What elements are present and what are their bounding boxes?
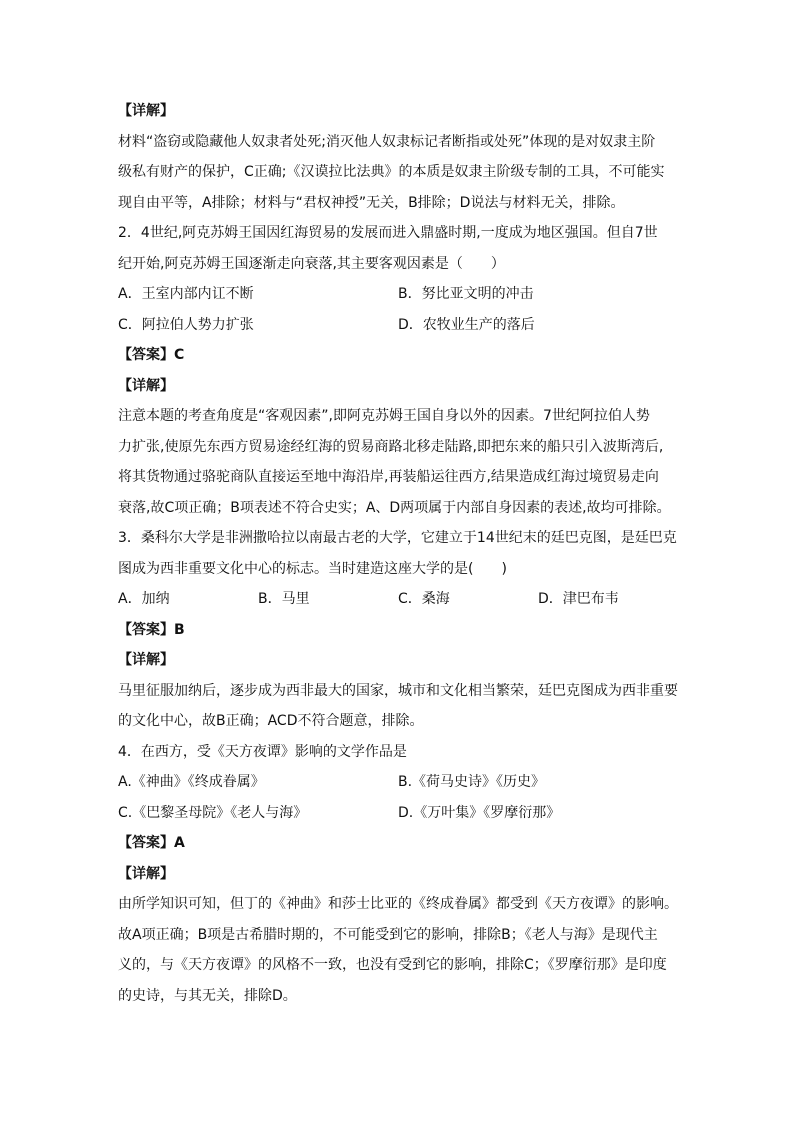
option-row — [118, 584, 678, 615]
option-a: A.《神曲》《终成眷属》 — [118, 774, 265, 790]
analysis-line: 的史诗，与其无关，排除D。 — [118, 987, 297, 1004]
option-d: D.《万叶集》《罗摩衍那》 — [398, 804, 561, 821]
option-row — [118, 279, 678, 310]
analysis-line: 马里征服加纳后，逐步成为西非最大的国家，城市和文化相当繁荣，廷巴克图成为西非重要 — [118, 682, 678, 699]
analysis-line: 的文化中心，故B正确；ACD不符合题意，排除。 — [118, 713, 424, 729]
question-stem: 图成为西非重要文化中心的标志。当时建造这座大学的是( ) — [118, 560, 507, 577]
option-d: D．津巴布韦 — [538, 591, 619, 607]
detail-label: 【详解】 — [118, 377, 174, 394]
question-stem: 2．4世纪,阿克苏姆王国因红海贸易的发展而进入鼎盛时期,一度成为地区强国。但自7世 — [118, 225, 658, 241]
question-stem: 4．在西方，受《天方夜谭》影响的文学作品是 — [118, 743, 407, 760]
analysis-line: 将其货物通过骆驼商队直接运至地中海沿岸,再装船运往西方,结果造成红海过境贸易走向 — [118, 469, 659, 485]
question-stem: 纪开始,阿克苏姆王国逐渐走向衰落,其主要客观因素是（ ） — [118, 255, 505, 272]
analysis-line: 材料“盗窃或隐藏他人奴隶者处死;消灭他人奴隶标记者断指或处死”体现的是对奴隶主阶 — [118, 133, 656, 150]
document-page — [118, 96, 678, 1011]
answer-label: 【答案】A — [118, 835, 185, 851]
option-d: D．农牧业生产的落后 — [398, 316, 535, 333]
analysis-line: 衰落,故C项正确；B项表述不符合史实；A、D两项属于内部自身因素的表述,故均可排除。 — [118, 499, 671, 516]
analysis-line: 级私有财产的保护，C正确;《汉谟拉比法典》的本质是奴隶主阶级专制的工具，不可能实 — [118, 164, 665, 180]
option-b: B.《荷马史诗》《历史》 — [398, 774, 546, 790]
option-c: C．桑海 — [398, 591, 450, 607]
analysis-line: 现自由平等，A排除；材料与“君权神授”无关，B排除；D说法与材料无关，排除。 — [118, 194, 625, 211]
option-c: C.《巴黎圣母院》《老人与海》 — [118, 804, 308, 821]
detail-label: 【详解】 — [118, 865, 174, 882]
analysis-line: 力扩张,使原先东西方贸易途经红海的贸易商路北移走陆路,即把东来的船只引入波斯湾后, — [118, 438, 664, 455]
option-a: A．王室内部内讧不断 — [118, 286, 254, 302]
answer-label: 【答案】C — [118, 347, 185, 363]
option-row — [118, 798, 678, 829]
option-c: C．阿拉伯人势力扩张 — [118, 316, 254, 333]
question-stem: 3．桑科尔大学是非洲撒哈拉以南最古老的大学，它建立于14世纪末的廷巴克图，是廷巴克 — [118, 530, 677, 546]
analysis-line: 义的，与《天方夜谭》的风格不一致，也没有受到它的影响，排除C；《罗摩衍那》是印度 — [118, 957, 667, 973]
detail-label: 【详解】 — [118, 652, 174, 668]
option-b: B．马里 — [258, 591, 310, 607]
option-row — [118, 310, 678, 341]
option-a: A．加纳 — [118, 591, 170, 607]
analysis-line: 故A项正确；B项是古希腊时期的，不可能受到它的影响，排除B；《老人与海》是现代主 — [118, 926, 658, 943]
answer-label: 【答案】B — [118, 621, 185, 638]
detail-label: 【详解】 — [118, 103, 174, 119]
option-b: B．努比亚文明的冲击 — [398, 286, 534, 302]
analysis-line: 由所学知识可知，但丁的《神曲》和莎士比亚的《终成眷属》都受到《天方夜谭》的影响。 — [118, 896, 678, 912]
option-row — [118, 767, 678, 798]
analysis-line: 注意本题的考查角度是“客观因素”,即阿克苏姆王国自身以外的因素。7世纪阿拉伯人势 — [118, 408, 650, 424]
